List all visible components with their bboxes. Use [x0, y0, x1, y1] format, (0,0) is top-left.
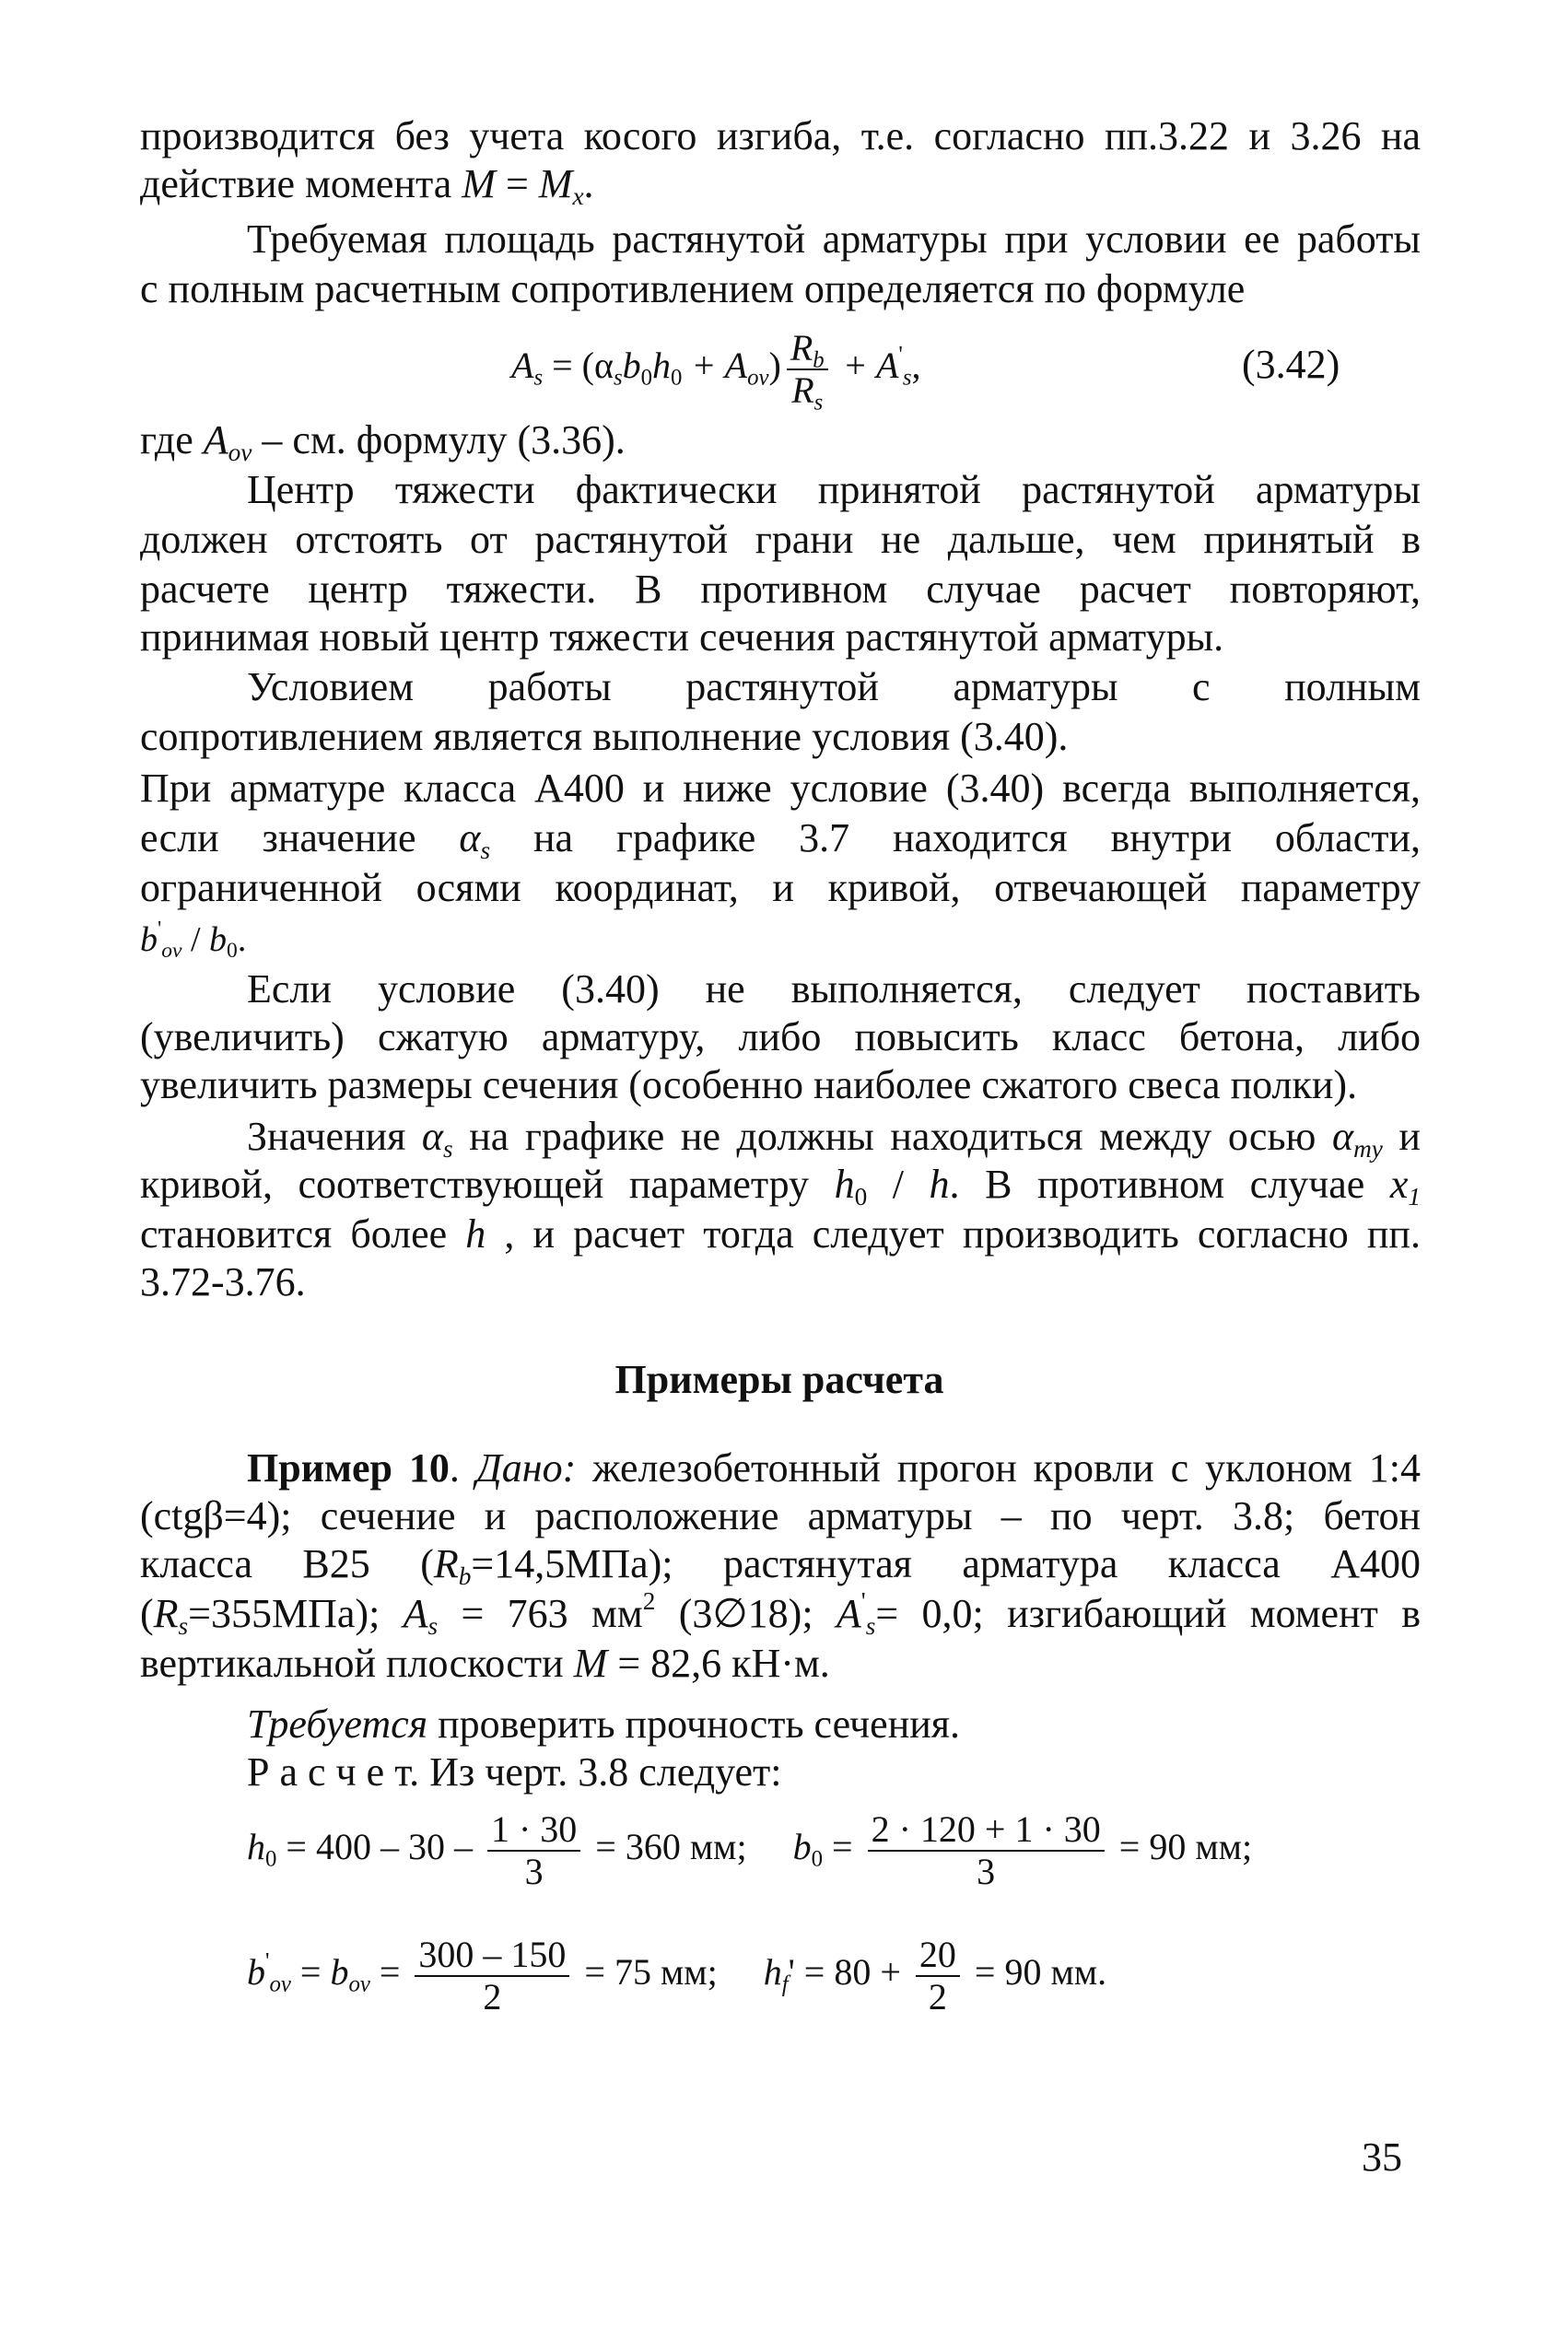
- subscript: f: [781, 1971, 789, 1997]
- text-span: Центр тяжести фактически принятой растянутой арматуры: [247, 467, 1421, 512]
- symbol-b: b: [622, 345, 641, 386]
- formula-part: = (α: [543, 345, 614, 386]
- symbol-x: x: [1389, 1162, 1409, 1207]
- text-span: = 763 мм: [438, 1591, 643, 1636]
- subscript: s: [613, 365, 623, 391]
- text-span: ограниченной осями координат, и кривой, отвечающей параметру: [140, 865, 1421, 910]
- example-title: Пример 10: [247, 1445, 450, 1491]
- text-span: (3.42): [1242, 342, 1340, 387]
- text-span: = 82,6 кН·м.: [607, 1641, 830, 1686]
- formula-line: [247, 1922, 1106, 2023]
- symbol-b: b: [247, 1951, 265, 1993]
- text-line: [140, 814, 1422, 865]
- text-span: производится без учета косого изгиба, т.е. согласно пп.3.22 и 3.26 на: [140, 113, 1421, 158]
- text-line: [247, 965, 1421, 1013]
- text-span: .: [583, 161, 594, 206]
- text-line: [247, 1444, 1421, 1492]
- text-line: [140, 566, 1421, 614]
- formula-line: [247, 1796, 1252, 1898]
- fraction-numerator: 1 · 30: [487, 1809, 580, 1852]
- text-span: если значение: [140, 815, 416, 860]
- text-span: .: [237, 920, 247, 959]
- text-line: [140, 713, 1068, 761]
- symbol-alpha: α: [1331, 1114, 1354, 1159]
- subscript: b: [458, 1562, 472, 1591]
- text-line: [140, 1492, 1421, 1540]
- formula-part: + A: [833, 345, 899, 386]
- fraction-numerator: [787, 326, 828, 373]
- subscript: s: [178, 1612, 189, 1641]
- text-line: [140, 1210, 1421, 1258]
- formula-part: ): [768, 345, 781, 386]
- formula-3-42: [511, 315, 921, 416]
- fraction-denominator: 2: [928, 1975, 947, 2017]
- superscript: 2: [642, 1586, 656, 1615]
- text-span: Если условие (3.40) не выполняется, следует поставить: [247, 966, 1421, 1012]
- formula-part: ' = 80 +: [788, 1951, 910, 1993]
- subscript: 0: [265, 1846, 277, 1872]
- text-span: железобетонный прогон кровли с уклоном 1:4: [576, 1445, 1421, 1491]
- text-line: [140, 112, 1421, 160]
- text-line: [140, 265, 1245, 313]
- text-span: Р а с ч е т. Из черт. 3.8 следует:: [247, 1749, 782, 1795]
- subscript: s: [902, 365, 912, 391]
- superscript: ': [898, 342, 903, 368]
- fraction-numerator: 2 · 120 + 1 · 30: [868, 1809, 1105, 1852]
- subscript: b: [813, 347, 825, 373]
- subscript: s: [427, 1612, 439, 1641]
- symbol-h: h: [465, 1211, 486, 1257]
- text-span: 3.72-3.76.: [140, 1259, 306, 1304]
- symbol-A: A: [836, 1591, 861, 1636]
- text-span: где: [140, 417, 204, 462]
- subscript: 0: [671, 365, 683, 391]
- subscript: s: [813, 390, 824, 415]
- fraction-numerator: 20: [916, 1935, 960, 1977]
- symbol-A: A: [203, 417, 228, 462]
- fraction: [487, 1809, 580, 1892]
- symbol-h: h: [763, 1951, 782, 1993]
- fraction-denominator: 3: [977, 1850, 996, 1892]
- subscript: ov: [161, 939, 182, 964]
- section-heading: Примеры расчета: [614, 1357, 944, 1402]
- formula-part: =: [369, 1951, 410, 1993]
- text-span: становится более: [140, 1211, 466, 1257]
- symbol-h: h: [247, 1826, 265, 1867]
- symbol-b: b: [330, 1951, 349, 1993]
- text-span: кривой, соответствующей параметру: [140, 1162, 835, 1207]
- text-line: [140, 416, 626, 467]
- text-span: = 0,0; изгибающий момент в: [875, 1591, 1421, 1636]
- text-line: [247, 1701, 960, 1748]
- text-line: [140, 1540, 1421, 1591]
- symbol-R: R: [790, 326, 813, 368]
- fraction-denominator: 2: [483, 1975, 502, 2017]
- text-span: вертикальной плоскости: [140, 1641, 574, 1686]
- text-span: , и расчет тогда следует производить согласно пп.: [486, 1211, 1421, 1257]
- formula-part: = 75 мм;: [575, 1951, 718, 1993]
- text-line: [247, 663, 1421, 711]
- symbol-alpha: α: [459, 815, 481, 860]
- subscript: 0: [854, 1183, 868, 1211]
- subscript: my: [1353, 1135, 1383, 1164]
- fraction: [415, 1935, 569, 2017]
- symbol-b: b: [209, 920, 228, 959]
- text-line: [140, 765, 1421, 813]
- text-line: [140, 1586, 1421, 1641]
- text-span: Значения: [247, 1114, 422, 1159]
- page-number: 35: [1362, 2134, 1402, 2180]
- text-line: [140, 1258, 306, 1306]
- fraction-denominator: 3: [524, 1850, 544, 1892]
- fraction-denominator: [787, 368, 828, 415]
- fraction: [868, 1809, 1105, 1892]
- symbol-M: M: [573, 1641, 608, 1686]
- text-span: (ctgβ=4); сечение и расположение арматуры – по черт. 3.8; бетон: [140, 1493, 1421, 1538]
- formula-part: ,: [911, 345, 921, 386]
- formula-part: + A: [682, 345, 748, 386]
- text-span: Дано:: [475, 1445, 577, 1491]
- symbol-A: A: [511, 345, 534, 386]
- subscript: s: [533, 365, 544, 391]
- text-line: [140, 516, 1421, 564]
- text-span: =: [495, 161, 539, 206]
- text-line: [140, 864, 1421, 912]
- text-line: [140, 1061, 1357, 1109]
- subscript: 0: [640, 365, 652, 391]
- superscript: ': [158, 917, 162, 941]
- text-line: [140, 1013, 1421, 1061]
- text-line: [140, 1161, 1421, 1209]
- text-line: [140, 1640, 830, 1688]
- text-span: Требуется: [247, 1702, 428, 1747]
- text-span: принимая новый центр тяжести сечения растянутой арматуры.: [140, 614, 1224, 660]
- symbol-R: R: [791, 368, 814, 411]
- text-span: проверить прочность сечения.: [427, 1702, 961, 1747]
- fraction-numerator: 300 – 150: [415, 1935, 569, 1977]
- subscript: ov: [348, 1971, 370, 1997]
- superscript: ': [860, 1586, 866, 1615]
- text-span: =14,5МПа); растянутая арматура класса А400: [471, 1541, 1421, 1586]
- formula-part: = 90 мм.: [965, 1951, 1107, 1993]
- text-span: . В противном случае: [949, 1162, 1390, 1207]
- symbol-b: b: [792, 1826, 812, 1867]
- text-span: на графике 3.7 находится внутри области,: [532, 815, 1422, 860]
- symbol-M: M: [538, 161, 573, 206]
- text-line: [140, 916, 246, 964]
- text-span: должен отстоять от растянутой грани не дальше, чем принятый в: [140, 517, 1421, 562]
- symbol-M: M: [462, 161, 496, 206]
- symbol-h: h: [652, 345, 671, 386]
- subscript: s: [443, 1135, 453, 1164]
- symbol-h: h: [929, 1162, 950, 1207]
- fraction: [787, 326, 828, 415]
- symbol-alpha: α: [421, 1114, 444, 1159]
- subscript: 0: [227, 939, 238, 964]
- formula-part: =: [823, 1826, 862, 1867]
- subscript: ov: [228, 439, 252, 467]
- formula-part: = 360 мм;: [586, 1826, 747, 1867]
- text-span: сопротивлением является выполнение условия (3.40).: [140, 714, 1069, 759]
- text-span: Условием работы растянутой арматуры с полным: [247, 664, 1421, 709]
- symbol-b: b: [140, 920, 158, 959]
- superscript: ': [265, 1948, 270, 1974]
- subscript: ov: [747, 365, 769, 391]
- text-span: увеличить размеры сечения (особенно наиболее сжатого свеса полки).: [140, 1062, 1358, 1107]
- equation-number: [1242, 341, 1340, 389]
- text-span: на графике не должны находиться между осью: [452, 1114, 1332, 1159]
- formula-part: = 400 – 30 –: [276, 1826, 482, 1867]
- text-line: [247, 216, 1421, 263]
- symbol-R: R: [153, 1591, 179, 1636]
- text-span: =355МПа);: [188, 1591, 404, 1636]
- text-span: с полным расчетным сопротивлением определяется по формуле: [140, 266, 1246, 311]
- text-span: При арматуре класса А400 и ниже условие (3.40) всегда выполняется,: [140, 766, 1421, 811]
- text-span: (3∅18);: [655, 1591, 837, 1636]
- text-span: класса В25 (: [140, 1541, 434, 1586]
- formula-part: = 90 мм;: [1109, 1826, 1253, 1867]
- text-span: – см. формулу (3.36).: [252, 417, 626, 462]
- subscript: 0: [811, 1846, 823, 1872]
- symbol-R: R: [433, 1541, 459, 1586]
- text-line: [247, 1748, 782, 1796]
- text-span: .: [449, 1445, 476, 1491]
- subscript: s: [865, 1612, 876, 1641]
- text-span: действие момента: [140, 161, 462, 206]
- subscript: s: [480, 836, 491, 865]
- symbol-A: A: [403, 1591, 428, 1636]
- text-line: [140, 160, 594, 211]
- text-line: [247, 466, 1421, 514]
- symbol-h: h: [834, 1162, 855, 1207]
- text-line: [247, 1113, 1421, 1164]
- text-span: и: [1382, 1114, 1421, 1159]
- formula-part: =: [290, 1951, 331, 1993]
- text-span: /: [181, 920, 210, 959]
- subscript: x: [572, 182, 584, 211]
- text-span: /: [867, 1162, 930, 1207]
- subscript: ov: [269, 1971, 291, 1997]
- text-span: (: [140, 1591, 154, 1636]
- text-line: [140, 614, 1223, 661]
- text-span: расчете центр тяжести. В противном случае расчет повторяют,: [140, 567, 1421, 612]
- text-span: (увеличить) сжатую арматуру, либо повысить класс бетона, либо: [140, 1014, 1421, 1059]
- text-span: Требуемая площадь растянутой арматуры при условии ее работы: [247, 216, 1421, 262]
- fraction: [916, 1935, 960, 2017]
- subscript: 1: [1408, 1183, 1421, 1211]
